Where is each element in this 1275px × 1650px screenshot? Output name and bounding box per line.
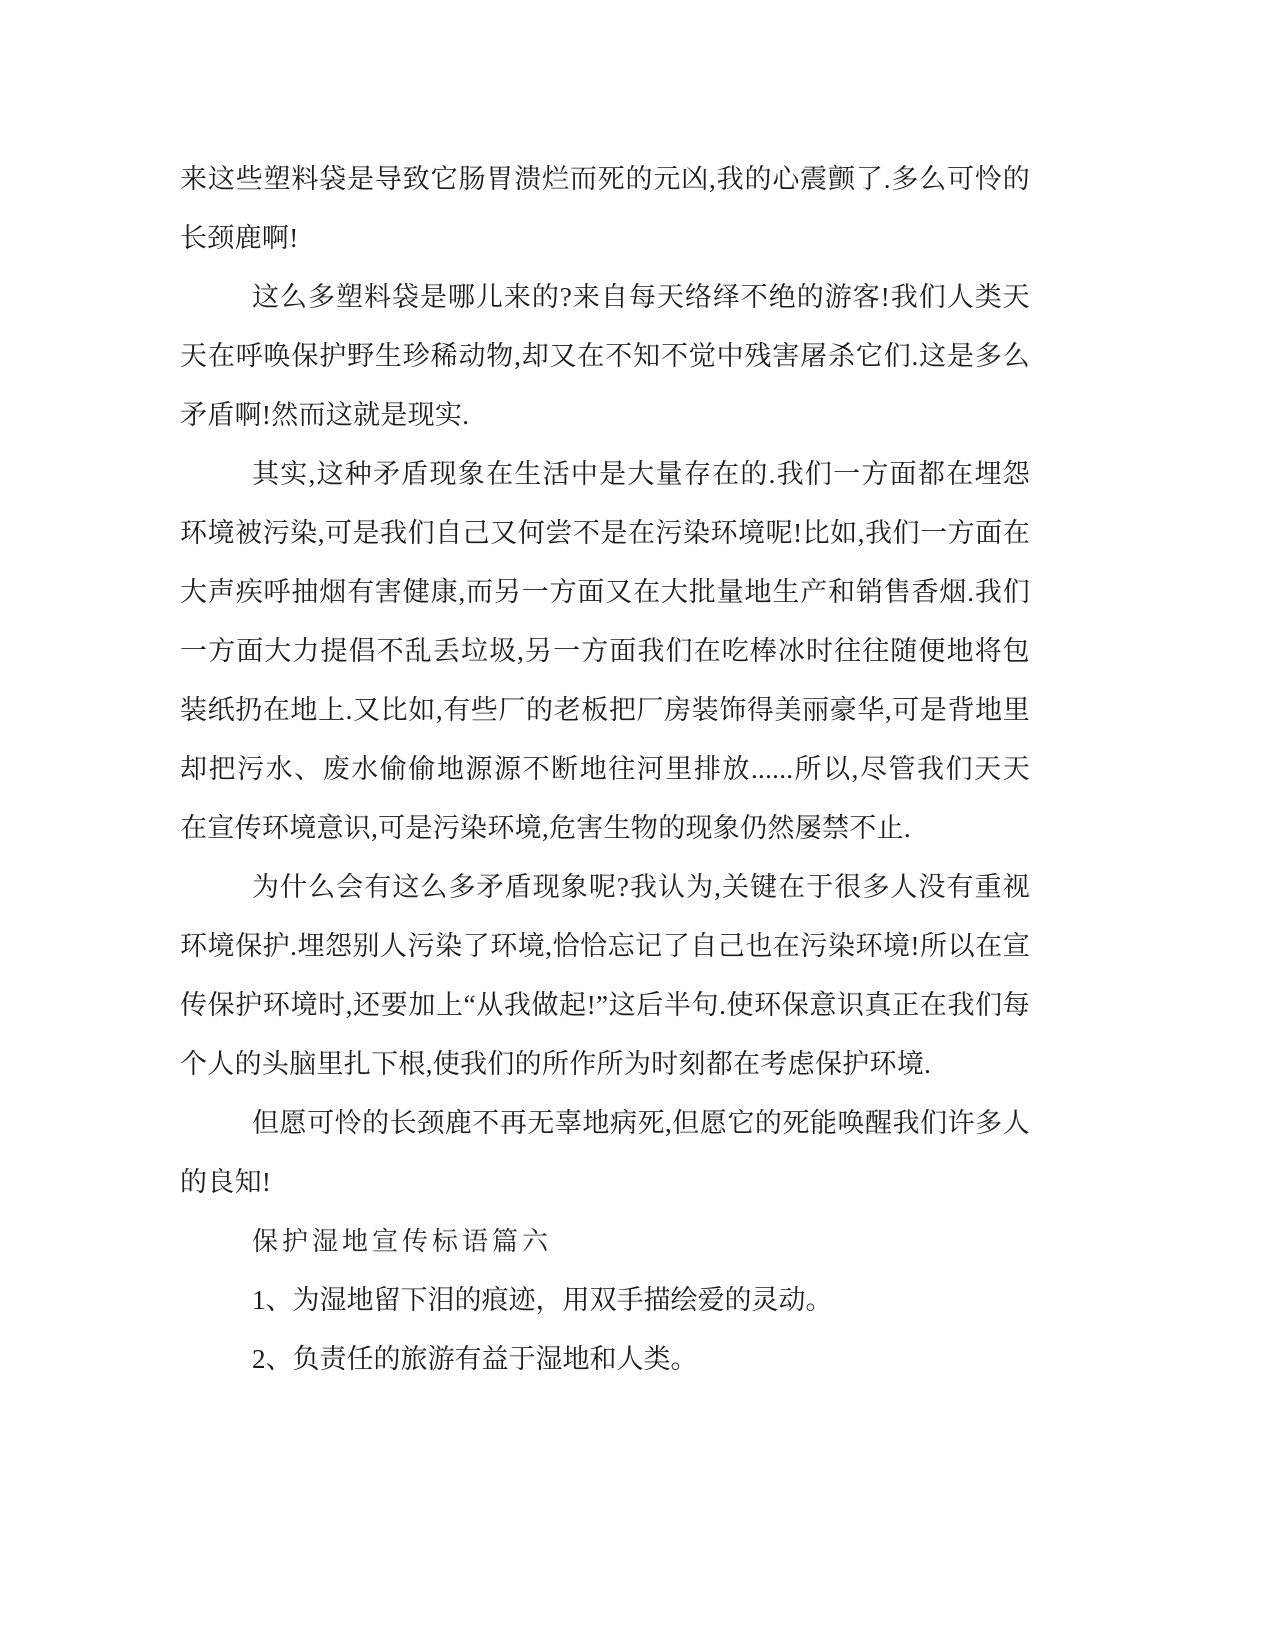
document-body <box>180 150 1030 1389</box>
text-line: 传保护环境时,还要加上“从我做起!”这后半句.使环保意识真正在我们每 <box>180 990 1030 1020</box>
text-line: 矛盾啊!然而这就是现实. <box>180 400 470 430</box>
list-item: 2、负责任的旅游有益于湿地和人类。 <box>252 1344 698 1374</box>
text-line: 装纸扔在地上.又比如,有些厂的老板把厂房装饰得美丽豪华,可是背地里 <box>180 695 1030 725</box>
text-line: 长颈鹿啊! <box>180 223 299 253</box>
slogan-list <box>180 1271 1030 1389</box>
text-line: 为什么会有这么多矛盾现象呢?我认为,关键在于很多人没有重视 <box>252 872 1030 902</box>
text-line: 大声疾呼抽烟有害健康,而另一方面又在大批量地生产和销售香烟.我们 <box>180 577 1030 607</box>
section-title: 保护湿地宣传标语篇六 <box>252 1227 553 1256</box>
paragraph <box>180 1094 1030 1212</box>
paragraph <box>180 445 1030 858</box>
paragraph <box>180 150 1030 268</box>
text-line: 来这些塑料袋是导致它肠胃溃烂而死的元凶,我的心震颤了.多么可怜的 <box>180 164 1030 194</box>
text-line: 环境被污染,可是我们自己又何尝不是在污染环境呢!比如,我们一方面在 <box>180 518 1030 548</box>
text-line: 的良知! <box>180 1167 272 1197</box>
list-item: 1、为湿地留下泪的痕迹，用双手描绘爱的灵动。 <box>252 1285 833 1315</box>
text-line: 却把污水、废水偷偷地源源不断地往河里排放......所以,尽管我们天天 <box>180 754 1030 784</box>
text-line: 但愿可怜的长颈鹿不再无辜地病死,但愿它的死能唤醒我们许多人 <box>252 1108 1030 1138</box>
text-line: 个人的头脑里扎下根,使我们的所作所为时刻都在考虑保护环境. <box>180 1049 932 1079</box>
text-line: 在宣传环境意识,可是污染环境,危害生物的现象仍然屡禁不止. <box>180 813 911 843</box>
text-line: 天在呼唤保护野生珍稀动物,却又在不知不觉中残害屠杀它们.这是多么 <box>180 341 1030 371</box>
paragraph <box>180 268 1030 445</box>
text-line: 这么多塑料袋是哪儿来的?来自每天络绎不绝的游客!我们人类天 <box>252 282 1030 312</box>
text-line: 其实,这种矛盾现象在生活中是大量存在的.我们一方面都在埋怨 <box>252 459 1030 489</box>
text-line: 一方面大力提倡不乱丢垃圾,另一方面我们在吃棒冰时往往随便地将包 <box>180 636 1030 666</box>
paragraph <box>180 858 1030 1094</box>
text-line: 环境保护.埋怨别人污染了环境,恰恰忘记了自己也在污染环境!所以在宣 <box>180 931 1030 961</box>
